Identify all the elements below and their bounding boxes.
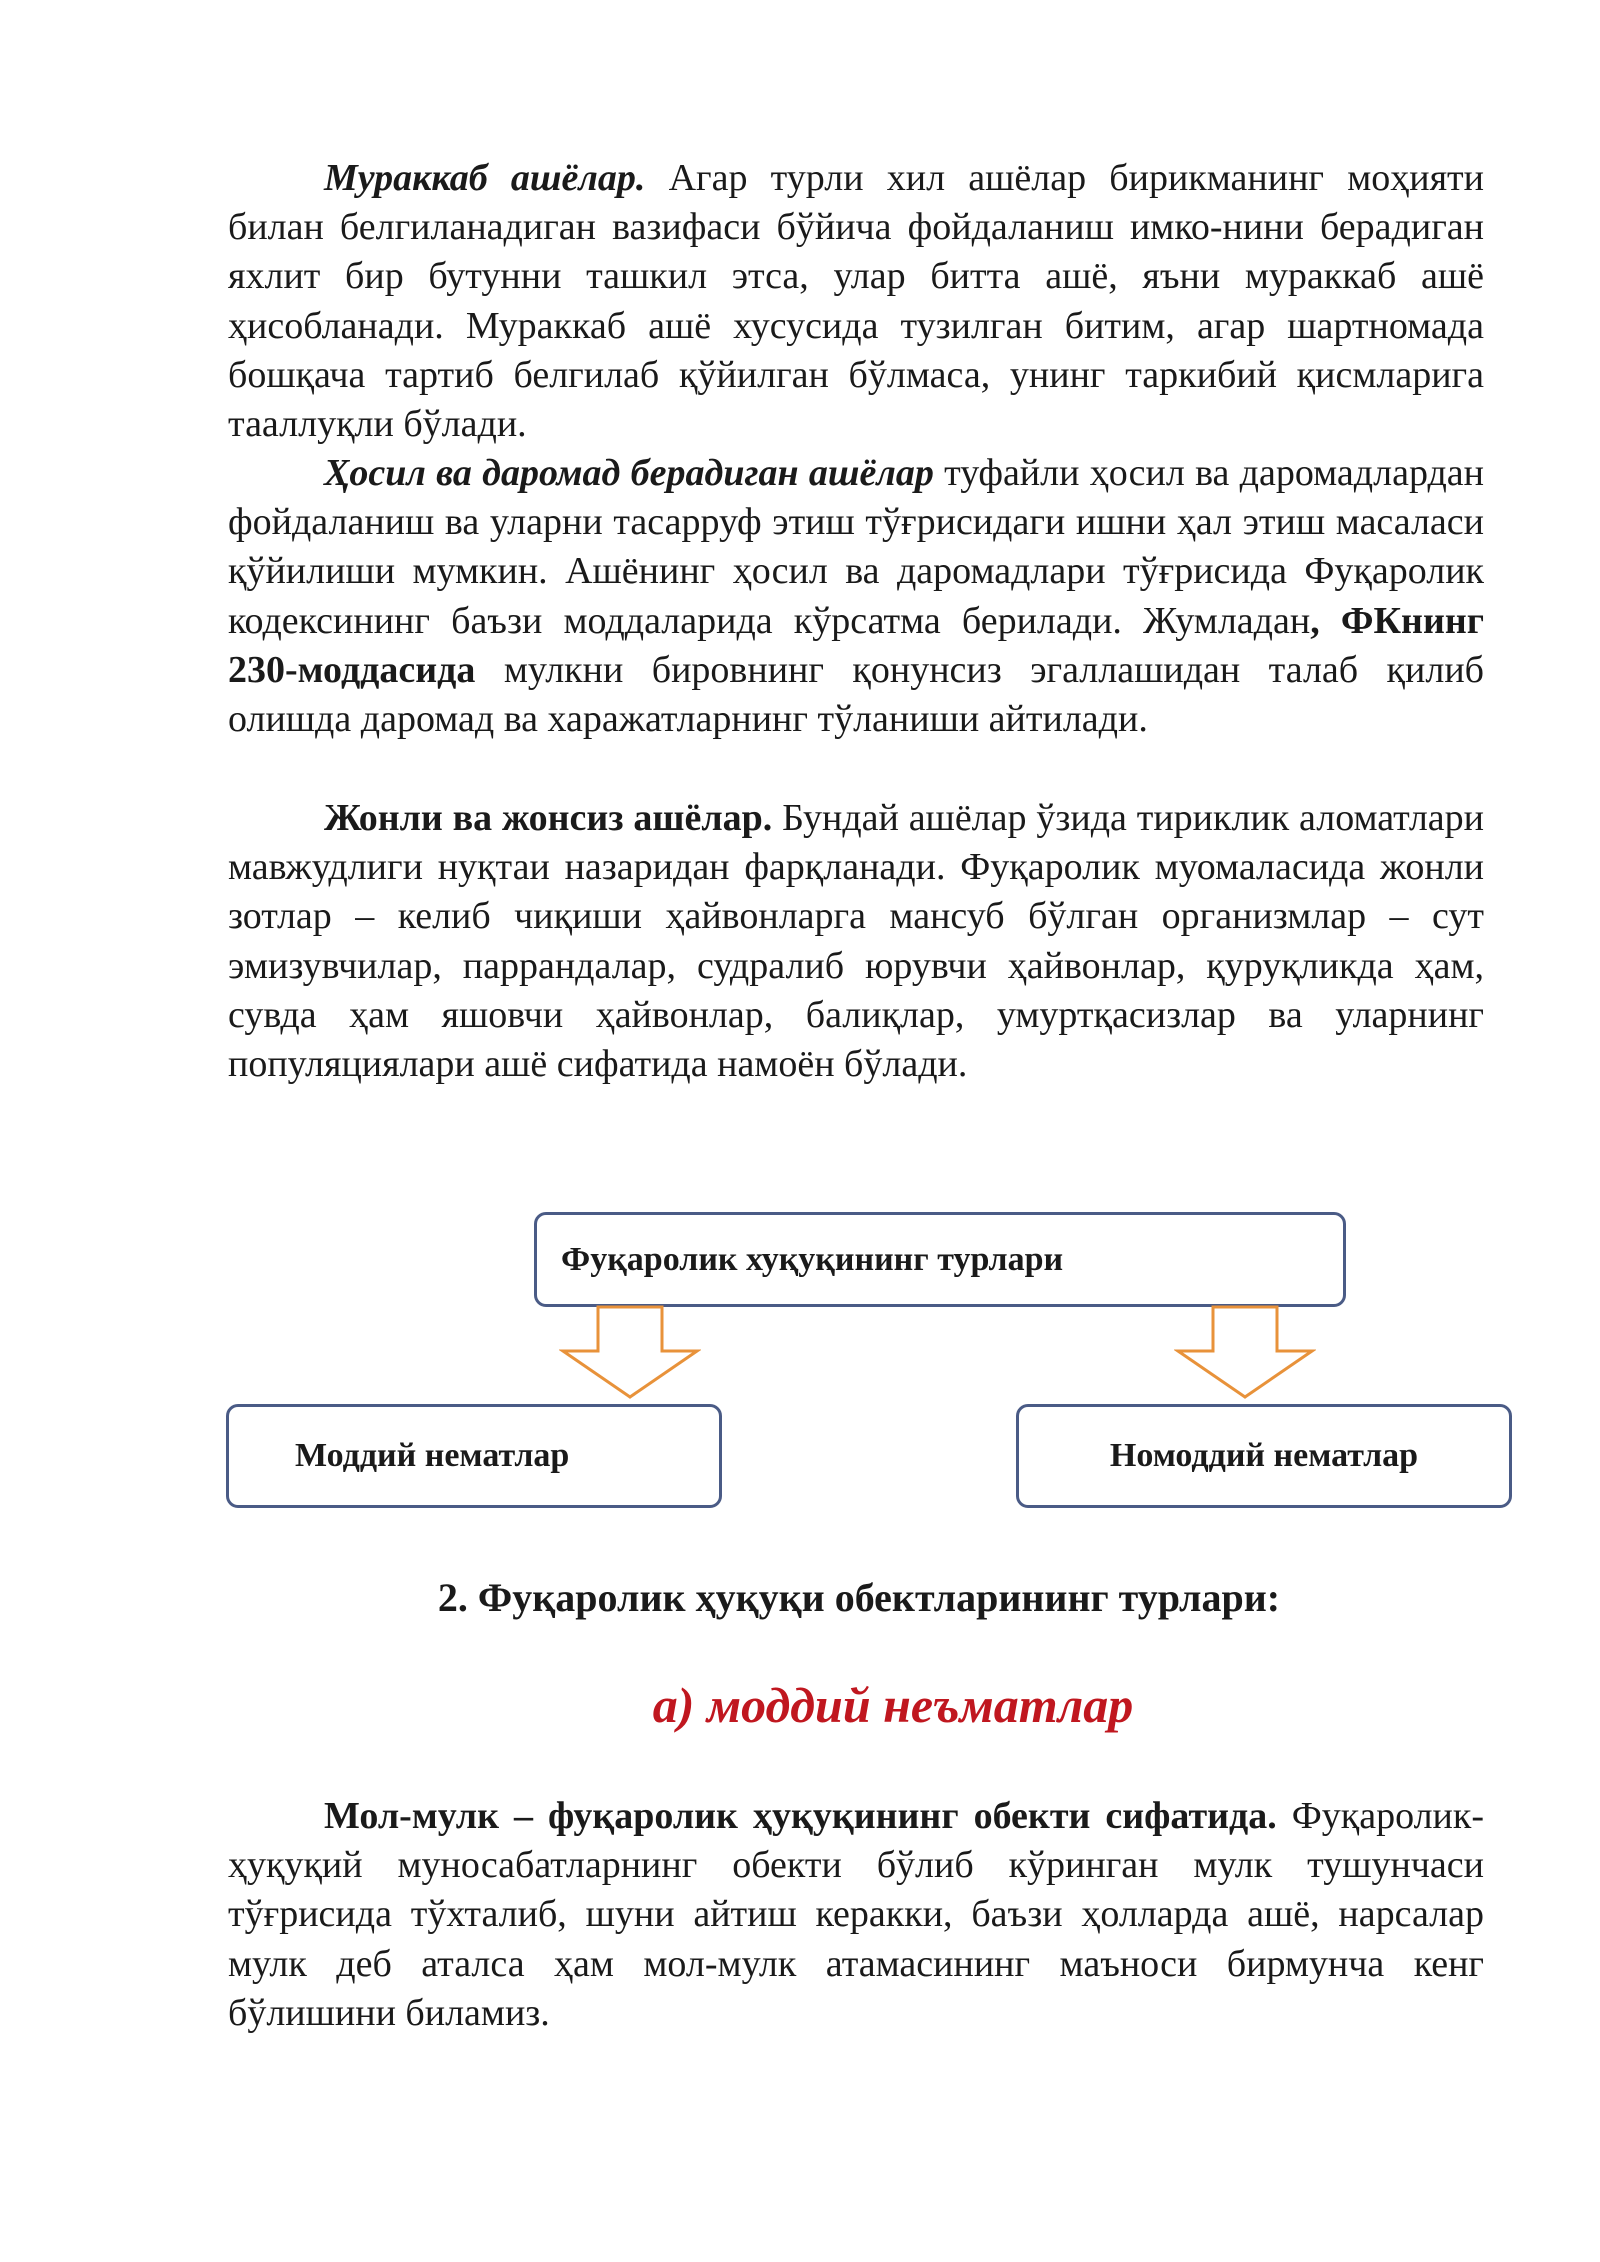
section-heading: 2. Фуқаролик ҳуқуқи обектларининг турлари: xyxy=(437,1575,1281,1620)
term-fruit-income-things: Ҳосил ва даромад берадиган ашёлар xyxy=(324,452,934,494)
down-arrow-icon xyxy=(559,1305,701,1401)
term-complex-things: Мураккаб ашёлар. xyxy=(324,157,646,199)
down-arrow-icon xyxy=(1174,1305,1316,1401)
diagram-box-civil-rights-types: Фуқаролик хуқуқининг турлари xyxy=(534,1212,1346,1307)
paragraph-text: мулкни бировнинг қонунсиз эгаллашидан талаб қилиб олишда даромад ва харажатларнинг тўланиши айтилади. xyxy=(228,648,1484,741)
paragraph-living-things xyxy=(228,794,1484,1089)
paragraph-property xyxy=(228,1792,1484,2038)
paragraph-complex-things xyxy=(228,154,1484,449)
sub-heading: а) моддий неъматлар xyxy=(652,1677,1134,1733)
paragraph-text: туфайли ҳосил ва даромадлардан фойдаланиш ва уларни тасарруф этиш тўғрисидаги ишни ҳал этиш масаласи қўйилиши мумкин. Ашёнинг ҳосил ва даромадлари тўғрисида Фуқаролик кодексининг баъзи моддаларида кўрсатма берилади. Жумладан xyxy=(228,452,1484,642)
diagram-box-non-material-goods: Номоддий нематлар xyxy=(1016,1404,1512,1508)
term-living-things: Жонли ва жонсиз ашёлар. xyxy=(324,797,773,839)
code-article-reference: , ФКнинг 230-моддасида xyxy=(228,599,1484,691)
term-property: Мол-мулк – фуқаролик ҳуқуқининг обекти сифатида. xyxy=(324,1795,1277,1837)
paragraph-text: Бундай ашёлар ўзида тириклик аломатлари мавжудлиги нуқтаи назаридан фарқланади. Фуқаролик муомаласида жонли зотлар – келиб чиқиши ҳайвонларга мансуб бўлган организмлар – сут эмизувчилар, паррандалар, судралиб юрувчи ҳайвонлар, қуруқликда ҳам, сувда ҳам яшовчи ҳайвонлар, балиқлар, умуртқасизлар ва уларнинг популяциялари ашё сифатида намоён бўлади. xyxy=(228,797,1484,1086)
paragraph-text: Фуқаролик-ҳуқуқий муносабатларнинг обекти бўлиб кўринган мулк тушунчаси тўғрисида тўхталиб, шуни айтиш керакки, баъзи ҳолларда ашё, нарсалар мулк деб аталса ҳам мол-мулк атамасининг маъноси бирмунча кенг бўлишини биламиз. xyxy=(228,1795,1484,2034)
paragraph-fruit-income-things xyxy=(228,449,1484,744)
paragraph-text: Агар турли хил ашёлар бирикманинг моҳияти билан белгиланадиган вазифаси бўйича фойдаланиш имко-нини берадиган яхлит бир бутунни ташкил этса, улар битта ашё, яъни мураккаб ашё ҳисобланади. Мураккаб ашё хусусида тузилган битим, агар шартномада бошқача тартиб белгилаб қўйилган бўлмаса, унинг таркибий қисмларига тааллуқли бўлади. xyxy=(228,157,1484,446)
diagram-box-material-goods: Моддий нематлар xyxy=(226,1404,722,1508)
